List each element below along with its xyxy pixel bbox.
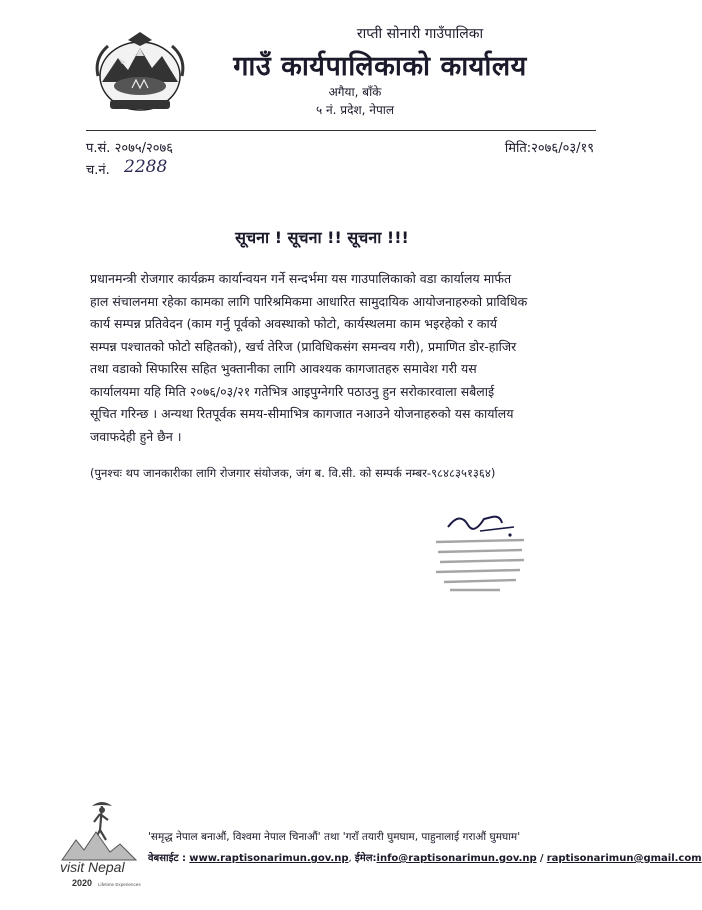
footer-contact: वेबसाईट : www.raptisonarimun.gov.np, ईमेल:info@raptisonarimun.gov.np / raptisonarimun@gmail.com [148, 853, 702, 864]
nepal-emblem-icon [88, 28, 192, 118]
office-title: गाउँ कार्यपालिकाको कार्यालय [233, 51, 527, 82]
notice-body-line: कार्यालयमा यहि मिति २०७६/०३/२१ गतेभित्र आइपुग्नेगरि पठाउनु हुन सरोकारवाला सबैलाई [90, 383, 495, 399]
logo-tagline-text: Lifetime Experiences [98, 882, 141, 887]
notice-heading: सूचना ! सूचना !! सूचना !!! [235, 228, 409, 247]
email2-link[interactable]: raptisonarimun@gmail.com [546, 853, 702, 864]
header-divider [86, 130, 596, 131]
footer-slogan: 'समृद्ध नेपाल बनाऔं, विश्वमा नेपाल चिनाऔं' तथा 'गराँ तयारी घुमघाम, पाहुनालाई गराऔं घुमघाम' [148, 831, 521, 843]
logo-visit-nepal-text: visit Nepal [60, 859, 125, 875]
email-link[interactable]: info@raptisonarimun.gov.np [376, 853, 537, 864]
letter-date: मिति:२०७६/०३/१९ [504, 141, 594, 156]
visit-nepal-2020-logo [58, 800, 146, 890]
province-line: ५ नं. प्रदेश, नेपाल [315, 103, 395, 117]
email-label: ईमेल: [354, 853, 377, 864]
notice-body-line: सम्पन्न पश्चातको फोटो सहितको), खर्च तेरिज (प्राविधिकसंग समन्वय गरी), प्रमाणित डोर-हाजिर [90, 338, 517, 354]
office-address: अगैया, बाँके [328, 85, 382, 99]
website-label: वेबसाईट : [148, 853, 187, 864]
notice-body-line: जवाफदेही हुने छैन । [90, 428, 182, 444]
email-separator: / [539, 853, 544, 864]
notice-body-line: प्रधानमन्त्री रोजगार कार्यक्रम कार्यान्वयन गर्ने सन्दर्भमा यस गाउपालिकाको वडा कार्यालय मार्फत [90, 271, 512, 286]
dispatch-number-handwritten: 2288 [124, 157, 168, 177]
website-link[interactable]: www.raptisonarimun.gov.np [189, 853, 349, 864]
notice-body [90, 268, 590, 448]
notice-footnote: (पुनश्चः थप जानकारीका लागि रोजगार संयोजक, जंग ब. वि.सी. को सम्पर्क नम्बर-९८४८३५१३६४) [90, 466, 496, 480]
dispatch-number-label: च.नं. [86, 163, 110, 178]
notice-body-line: हाल संचालनमा रहेका कामका लागि पारिश्रमिकमा आधारित सामुदायिक आयोजनाहरुको प्राविधिक [90, 293, 528, 309]
notice-body-line: तथा वडाको सिफारिस सहित भुक्तानीका लागि आवश्यक कागजातहरु समावेश गरी यस [90, 361, 477, 376]
office-stamp-icon [430, 530, 530, 600]
municipality-name: राप्ती सोनारी गाउँपालिका [356, 26, 484, 42]
letter-number: प.सं. २०७५/२०७६ [86, 141, 174, 156]
notice-body-line: सूचित गरिन्छ । अन्यथा रितपूर्वक समय-सीमाभित्र कागजात नआउने योजनाहरुको यस कार्यालय [90, 406, 514, 421]
logo-year-text: 2020 [72, 878, 93, 888]
notice-body-line: कार्य सम्पन्न प्रतिवेदन (काम गर्नु पूर्वको अवस्थाको फोटो, कार्यस्थलमा काम भइरहेको र कार्य [90, 316, 497, 331]
